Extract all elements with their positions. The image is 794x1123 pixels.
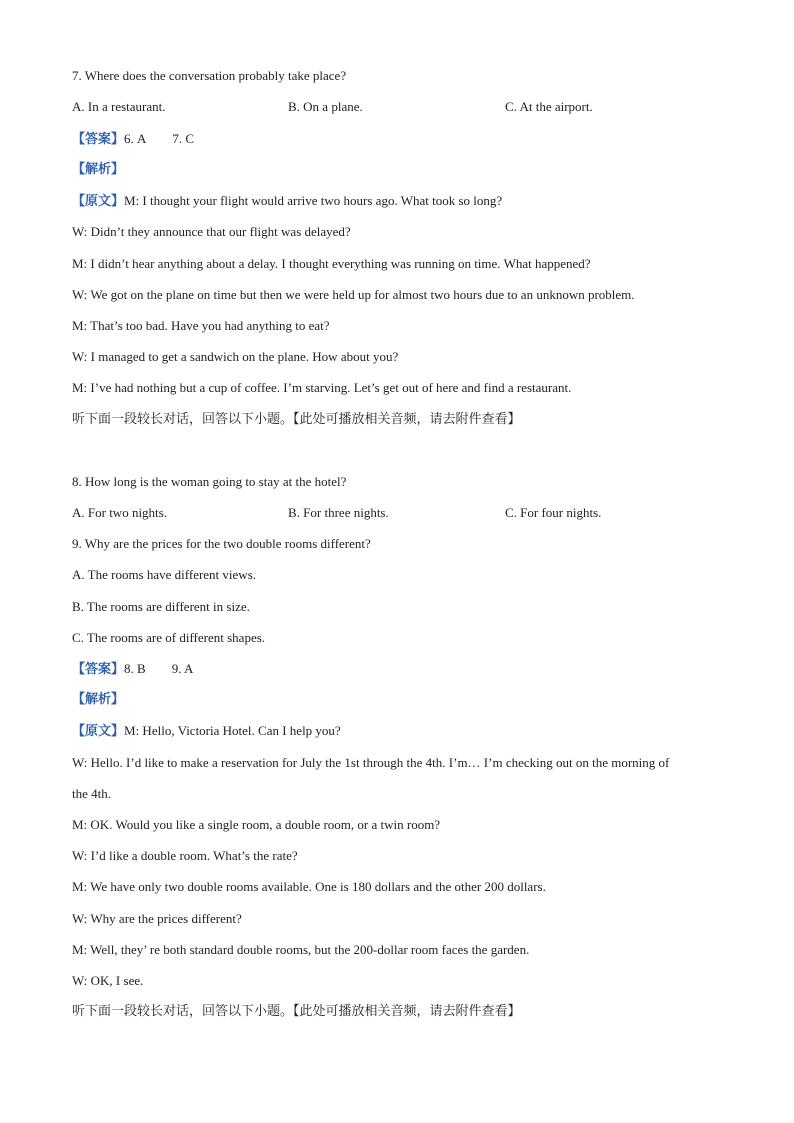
dialogue-1-line-5: M: That’s too bad. Have you had anything to eat? [72, 318, 330, 333]
listening-instruction: 听下面一段较长对话，回答以下小题。【此处可播放相关音频，请去附件查看】 [72, 412, 521, 427]
q7-option-c: C. At the airport. [505, 99, 593, 114]
dialogue-2-line-7: W: Why are the prices different? [72, 911, 242, 926]
answer-9: 9. A [171, 661, 194, 676]
q9-option-b: B. The rooms are different in size. [72, 599, 250, 614]
dialogue-2-line-1: 【原文】M: Hello, Victoria Hotel. Can I help you? [72, 723, 341, 739]
q9-option-a: A. The rooms have different views. [72, 567, 256, 582]
dialogue-2-line-4: M: OK. Would you like a single room, a double room, or a twin room? [72, 817, 441, 832]
analysis-tag-1: 【解析】 [72, 162, 125, 177]
dialogue-1-line-7: M: I’ve had nothing but a cup of coffee. I’m starving. Let’s get out of here and find a restaurant. [72, 380, 572, 395]
analysis-tag-2: 【解析】 [72, 692, 125, 707]
dialogue-1-line-3: M: I didn’t hear anything about a delay. I thought everything was running on time. What happened? [72, 256, 591, 271]
answer-7: 7. C [172, 131, 195, 146]
question-7: 7. Where does the conversation probably take place? [72, 68, 347, 83]
answer-line-2 [72, 660, 193, 679]
q7-option-b: B. On a plane. [288, 99, 363, 114]
answer-6: 6. A [124, 131, 147, 146]
dialogue-1-line-6: W: I managed to get a sandwich on the plane. How about you? [72, 349, 399, 364]
q8-option-b: B. For three nights. [288, 505, 389, 520]
dialogue-2-line-5: W: I’d like a double room. What’s the rate? [72, 848, 298, 863]
answer-tag: 【答案】 [72, 662, 125, 677]
dialogue-2-line-6: M: We have only two double rooms available. One is 180 dollars and the other 200 dollars. [72, 879, 546, 894]
dialogue-2-line-3: the 4th. [72, 786, 111, 801]
q8-option-c: C. For four nights. [505, 505, 602, 520]
question-9: 9. Why are the prices for the two double rooms different? [72, 536, 371, 551]
original-tag: 【原文】 [72, 724, 125, 739]
dialogue-2-line-9: W: OK, I see. [72, 973, 144, 988]
answer-8: 8. B [124, 661, 146, 676]
answer-tag: 【答案】 [72, 132, 125, 147]
original-tag: 【原文】 [72, 194, 125, 209]
dialogue-1-line-4: W: We got on the plane on time but then we were held up for almost two hours due to an unknown problem. [72, 287, 635, 302]
answer-line-1 [72, 130, 194, 149]
listening-instruction-2: 听下面一段较长对话，回答以下小题。【此处可播放相关音频，请去附件查看】 [72, 1004, 521, 1019]
dialogue-2-line-8: M: Well, they’ re both standard double rooms, but the 200-dollar room faces the garden. [72, 942, 530, 957]
dialogue-1-line-1: 【原文】M: I thought your flight would arrive two hours ago. What took so long? [72, 193, 503, 209]
question-8: 8. How long is the woman going to stay at the hotel? [72, 474, 347, 489]
q9-option-c: C. The rooms are of different shapes. [72, 630, 266, 645]
dialogue-2-line-2: W: Hello. I’d like to make a reservation for July the 1st through the 4th. I’m… I’m checking out on the morning of [72, 755, 670, 770]
q7-option-a: A. In a restaurant. [72, 99, 166, 114]
dialogue-1-line-2: W: Didn’t they announce that our flight was delayed? [72, 224, 351, 239]
q8-option-a: A. For two nights. [72, 505, 167, 520]
